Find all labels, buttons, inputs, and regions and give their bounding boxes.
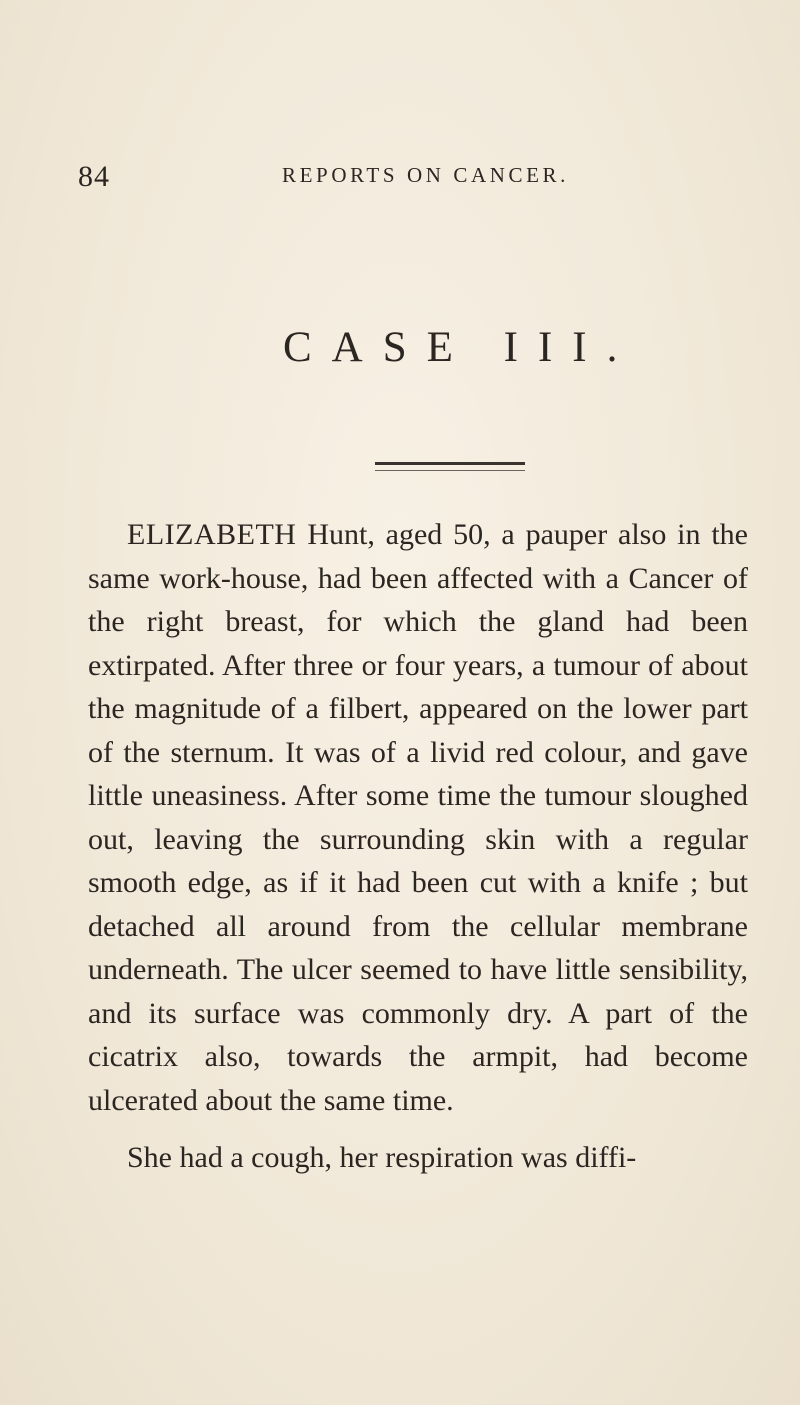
case-title: CASE III. xyxy=(283,324,638,371)
patient-name: ELIZABETH xyxy=(127,518,297,551)
paragraph-1-text: Hunt, aged 50, a pauper also in the same work-house, had been affected with a Cancer of the right breast, for which the gland had been extirpated. After three or four years, a tumour of about the magnitude of a filbert, appeared on the lower part of the sternum. It was of a livid red colour, and gave little uneasiness. After some time the tumour sloughed out, leaving the surrounding skin with a regular smooth edge, as if it had been cut with a knife ; but detached all around from the cellular membrane underneath. The ulcer seemed to have little sensibility, and its surface was commonly dry. A part of the cicatrix also, towards the armpit, had become ulcerated about the same time. xyxy=(88,518,749,1117)
body-text xyxy=(88,513,748,1180)
page-number: 84 xyxy=(78,160,110,193)
title-rule-thin xyxy=(375,470,525,471)
paragraph-2: She had a cough, her respiration was diffi- xyxy=(127,1141,637,1174)
paragraph-1 xyxy=(88,513,748,1122)
running-head: REPORTS ON CANCER. xyxy=(282,163,569,187)
title-rule xyxy=(375,462,525,465)
